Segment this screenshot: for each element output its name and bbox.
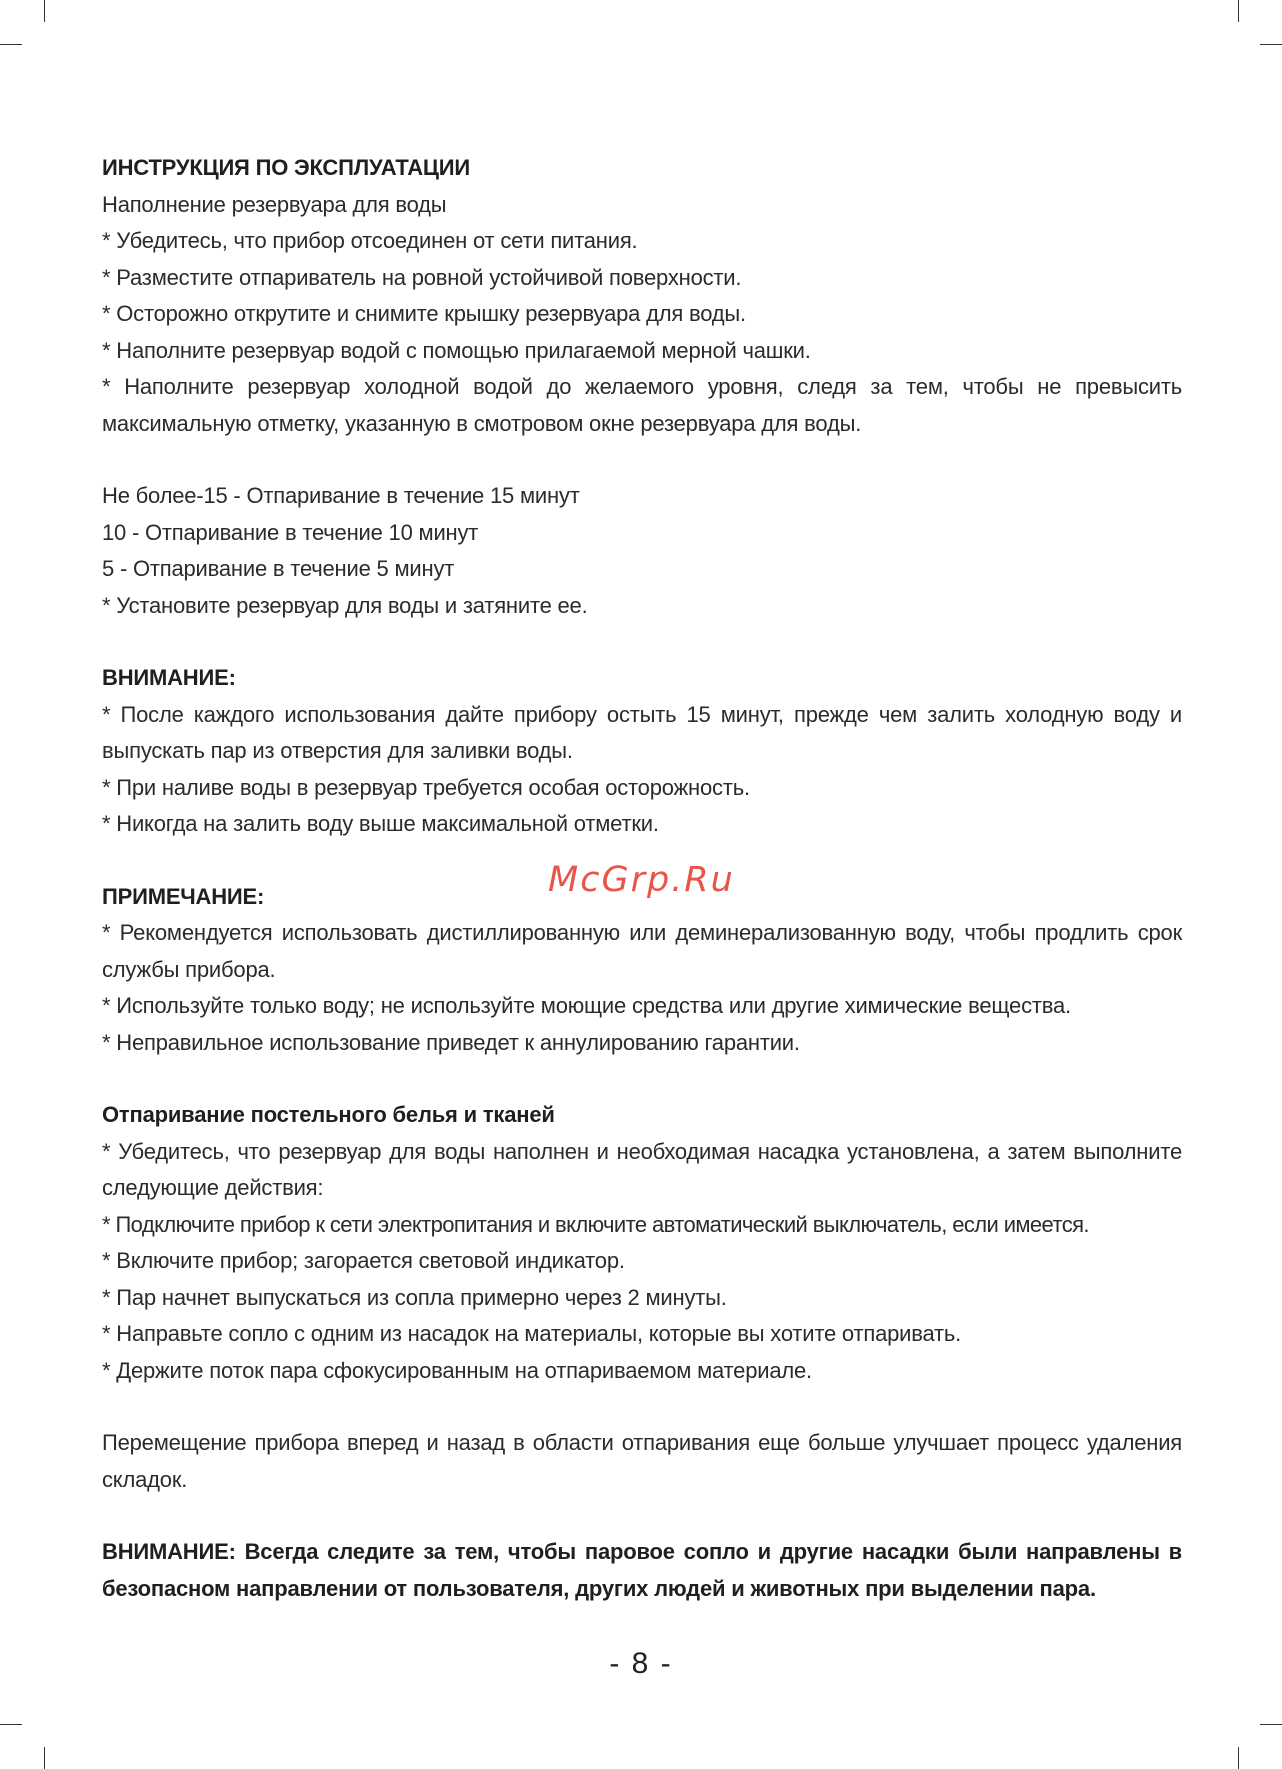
list-item: * Используйте только воду; не используйте моющие средства или другие химические вещества. bbox=[102, 993, 1071, 1018]
crop-mark bbox=[1260, 44, 1282, 45]
list-item: * Пар начнет выпускаться из сопла примерно через 2 минуты. bbox=[102, 1284, 727, 1310]
crop-mark bbox=[0, 44, 22, 45]
list-item: * Наполните резервуар водой с помощью прилагаемой мерной чашки. bbox=[102, 337, 811, 363]
list-item: * Убедитесь, что резервуар для воды наполнен и необходимая насадка установлена, а затем выполните следующие действия: bbox=[102, 1138, 1182, 1200]
list-item: * Включите прибор; загорается световой индикатор. bbox=[102, 1248, 625, 1273]
crop-mark bbox=[1238, 0, 1239, 22]
list-item: * Никогда на залить воду выше максимальной отметки. bbox=[102, 811, 659, 836]
crop-mark bbox=[44, 0, 45, 22]
list-item: * После каждого использования дайте прибору остыть 15 минут, прежде чем залить холодную воду и выпускать пар из отверстия для заливки воды. bbox=[102, 701, 1182, 763]
crop-mark bbox=[1260, 1724, 1282, 1725]
attention-warning: ВНИМАНИЕ: Всегда следите за тем, чтобы паровое сопло и другие насадки были направлены в безопасном направлении от пользователя, других людей и животных при выделении пара. bbox=[102, 1539, 1182, 1601]
list-item: * Держите поток пара сфокусированным на отпариваемом материале. bbox=[102, 1357, 812, 1383]
list-item: * Неправильное использование приведет к аннулированию гарантии. bbox=[102, 1029, 800, 1055]
page-number: - 8 - bbox=[609, 1647, 673, 1680]
section-heading-instructions: ИНСТРУКЦИЯ ПО ЭКСПЛУАТАЦИИ bbox=[102, 155, 471, 180]
list-item: * Установите резервуар для воды и затяните ее. bbox=[102, 592, 588, 618]
list-item: * Убедитесь, что прибор отсоединен от сети питания. bbox=[102, 228, 638, 253]
crop-mark bbox=[1238, 1747, 1239, 1769]
list-item: * При наливе воды в резервуар требуется особая осторожность. bbox=[102, 774, 750, 800]
section-heading-steaming: Отпаривание постельного белья и тканей bbox=[102, 1102, 555, 1127]
subheading-filling: Наполнение резервуара для воды bbox=[102, 191, 447, 217]
level-item: 10 - Отпаривание в течение 10 минут bbox=[102, 519, 479, 545]
list-item: * Направьте сопло с одним из насадок на материалы, которые вы хотите отпаривать. bbox=[102, 1321, 962, 1346]
list-item: * Подключите прибор к сети электропитания и включите автоматический выключатель, если имеется. bbox=[102, 1211, 1089, 1237]
crop-mark bbox=[44, 1747, 45, 1769]
crop-mark bbox=[0, 1724, 22, 1725]
list-item: * Осторожно открутите и снимите крышку резервуара для воды. bbox=[102, 301, 746, 326]
watermark: McGrp.Ru bbox=[548, 860, 735, 900]
list-item: * Рекомендуется использовать дистиллированную или деминерализованную воду, чтобы продлить срок службы прибора. bbox=[102, 920, 1182, 982]
level-item: Не более-15 - Отпаривание в течение 15 минут bbox=[102, 483, 580, 508]
section-heading-attention: ВНИМАНИЕ: bbox=[102, 665, 236, 690]
steaming-paragraph: Перемещение прибора вперед и назад в области отпаривания еще больше улучшает процесс удаления складок. bbox=[102, 1430, 1182, 1492]
list-item: * Наполните резервуар холодной водой до желаемого уровня, следя за тем, чтобы не превысить максимальную отметку, указанную в смотровом окне резервуара для воды. bbox=[102, 374, 1182, 436]
section-heading-note: ПРИМЕЧАНИЕ: bbox=[102, 883, 265, 909]
list-item: * Разместите отпариватель на ровной устойчивой поверхности. bbox=[102, 264, 742, 290]
level-item: 5 - Отпаривание в течение 5 минут bbox=[102, 556, 455, 581]
